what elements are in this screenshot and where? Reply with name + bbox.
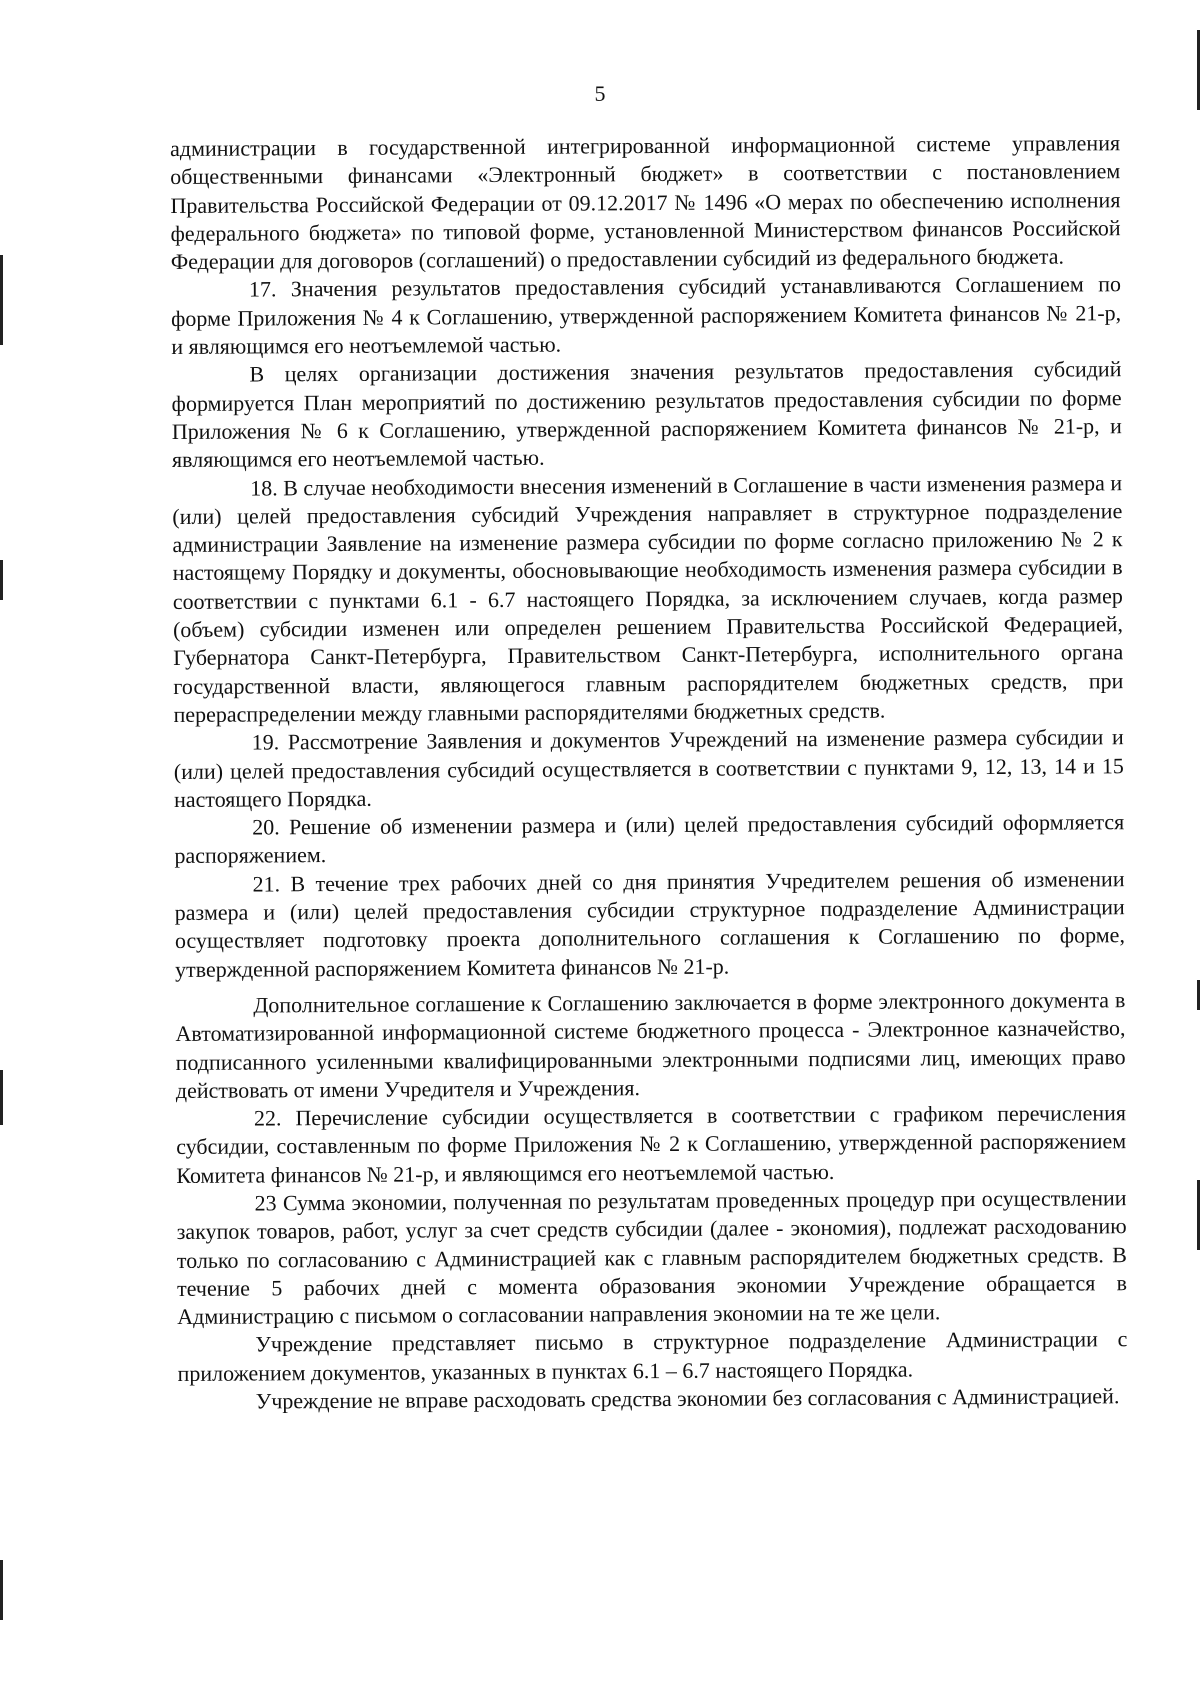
- scan-edge-mark-left: [0, 1560, 3, 1620]
- paragraph-19: 19. Рассмотрение Заявления и документов Учреждений на изменение размера субсидии и (или) целей предоставления субсидий осуществляется в соответствии с пунктами 9, 12, 13, 14 и 15 настоящего Порядка.: [173, 724, 1124, 812]
- paragraph-17: 17. Значения результатов предоставления субсидий устанавливаются Соглашением по форме Приложения № 4 к Соглашению, утвержденной распоряжением Комитета финансов № 21-р, и являющимся его неотъемлемой частью.: [171, 271, 1122, 360]
- scan-edge-mark-left: [0, 255, 3, 345]
- paragraph-21-additional-agreement: Дополнительное соглашение к Соглашению заключается в форме электронного документа в Автоматизированной информационной системе бюджетного процесса - Электронное казначейство, подписанного усиленными квалифицированными электронными подписями лиц, имеющих право действовать от имени Учредителя и Учреждения.: [175, 987, 1126, 1103]
- scan-edge-mark-left: [0, 560, 3, 600]
- paragraph-17-plan: В целях организации достижения значения результатов предоставления субсидий формируется План мероприятий по достижению результатов предоставления субсидии по форме Приложения № 6 к Соглашению, утвержденной распоряжением Комитета финансов № 21-р, и являющимся его неотъемлемой частью.: [171, 356, 1122, 473]
- scan-edge-mark-left: [0, 1070, 3, 1125]
- paragraph-18: 18. В случае необходимости внесения изменений в Соглашение в части изменения размера и (или) целей предоставления субсидий Учреждения направляет в структурное подразделение администрации Заявление на изменение размера субсидии по форме согласно приложению № 2 к настоящему Порядку и документы, обосновывающие необходимость изменения размера субсидии в соответствии с пунктами 6.1 - 6.7 настоящего Порядка, за исключением случаев, когда размер (объем) субсидии изменен или определен решением Правительства Российской Федерацией, Губернатора Санкт-Петербурга, Правительством Санкт-Петербурга, исполнительного органа государственной власти, являющегося главным распорядителем бюджетных средств, при перераспределении между главными распорядителями бюджетных средств.: [172, 469, 1124, 727]
- page-number: 5: [594, 81, 606, 106]
- paragraph-23: 23 Сумма экономии, полученная по результатам проведенных процедур при осуществлении закупок товаров, работ, услуг за счет средств субсидии (далее - экономия), подлежат расходованию только по согласованию с Администрацией как с главным распорядителем бюджетных средств. В течение 5 рабочих дней с момента образования экономии Учреждение обращается в Администрацию с письмом о согласовании направления экономии на те же цели.: [176, 1185, 1128, 1330]
- paragraph-21: 21. В течение трех рабочих дней со дня принятия Учредителем решения об изменении размера и (или) целей предоставления субсидии структурное подразделение Администрации осуществляет подготовку проекта дополнительного соглашения к Соглашению по форме, утвержденной распоряжением Комитета финансов № 21-р.: [174, 865, 1125, 982]
- paragraph-23-letter: Учреждение представляет письмо в структурное подразделение Администрации с приложением документов, указанных в пунктах 6.1 – 6.7 настоящего Порядка.: [177, 1326, 1128, 1386]
- paragraph-22: 22. Перечисление субсидии осуществляется в соответствии с графиком перечисления субсидии, составленным по форме Приложения № 2 к Соглашению, утвержденной распоряжением Комитета финансов № 21-р, и являющимся его неотъемлемой частью.: [176, 1100, 1127, 1188]
- paragraph-continuation: администрации в государственной интегрированной информационной системе управления общественными финансами «Электронный бюджет» в соответствии с постановлением Правительства Российской Федерации от 09.12.2017 № 1496 «О мерах по обеспечению исполнения федерального бюджета» по типовой форме, установленной Министерством финансов Российской Федерации для договоров (соглашений) о предоставлении субсидий из федерального бюджета.: [170, 130, 1121, 275]
- paragraph-23-restriction: Учреждение не вправе расходовать средства экономии без согласования с Администрацией.: [255, 1383, 1120, 1414]
- paragraph-20: 20. Решение об изменении размера и (или) целей предоставления субсидий оформляется распоряжением.: [174, 809, 1125, 869]
- document-body: [170, 129, 1128, 1416]
